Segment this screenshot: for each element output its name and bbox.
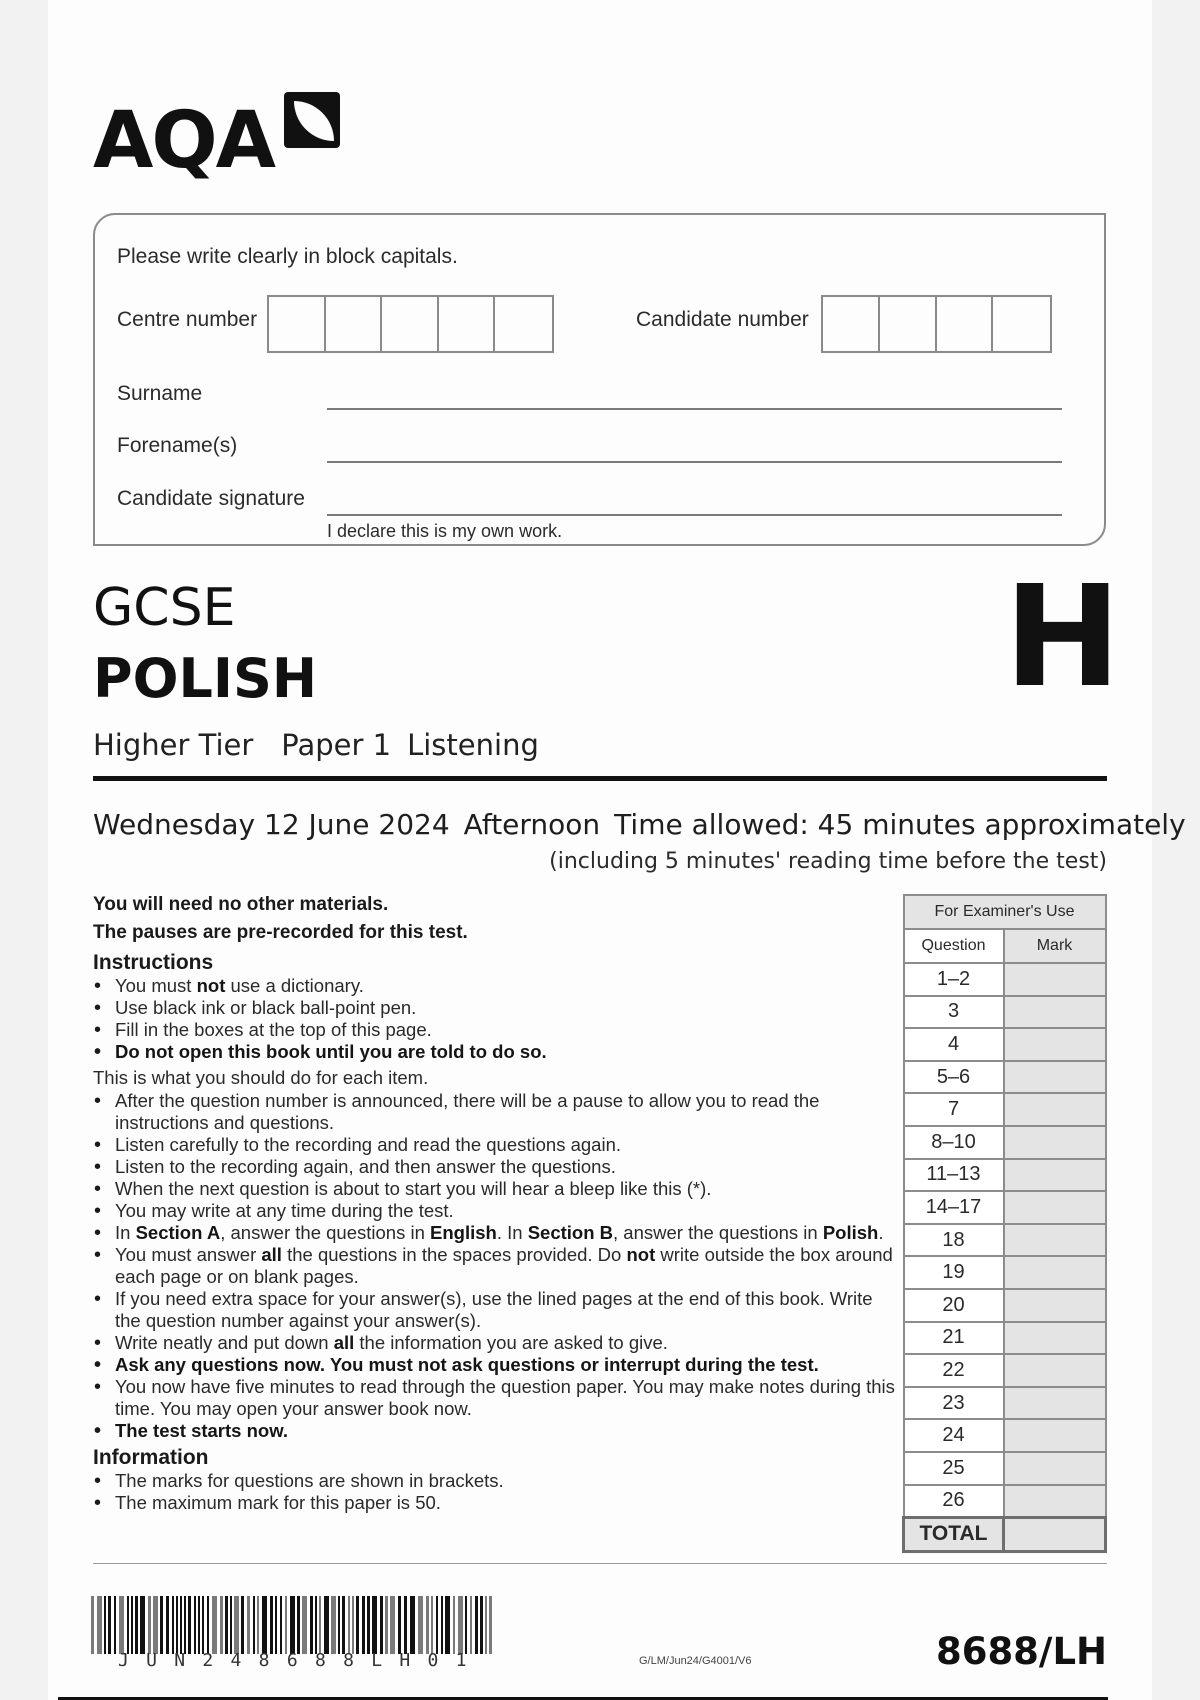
table-row xyxy=(904,996,1106,1029)
mark-cell[interactable] xyxy=(1004,1485,1106,1518)
paper-label: Paper 1 xyxy=(281,728,392,762)
information-heading: Information xyxy=(93,1446,209,1469)
question-cell: 23 xyxy=(904,1387,1004,1420)
question-cell: 19 xyxy=(904,1256,1004,1289)
footer-divider xyxy=(93,1563,1107,1564)
mark-cell[interactable] xyxy=(1004,1191,1106,1224)
question-cell: 3 xyxy=(904,996,1004,1029)
forenames-field[interactable] xyxy=(327,461,1062,463)
instruction-item: • If you need extra space for your answer(s), use the lined pages at the end of this book. Write the question number against your answer(s). xyxy=(93,1288,903,1332)
instructions-panel xyxy=(93,891,903,1514)
mark-cell[interactable] xyxy=(1004,1224,1106,1257)
mark-cell[interactable] xyxy=(1004,1322,1106,1355)
candidate-number-digit[interactable] xyxy=(823,297,880,351)
tier-letter: H xyxy=(1004,556,1122,719)
reference-code: G/LM/Jun24/G4001/V6 xyxy=(639,1655,752,1667)
total-row xyxy=(904,1518,1106,1552)
instruction-item: • When the next question is about to start you will hear a bleep like this (*). xyxy=(93,1178,903,1200)
instruction-item: • Write neatly and put down all the information you are asked to give. xyxy=(93,1332,903,1354)
instruction-item: • In Section A, answer the questions in English. In Section B, answer the questions in Polish. xyxy=(93,1222,903,1244)
table-row xyxy=(904,1256,1106,1289)
paper-code: 8688/LH xyxy=(935,1630,1107,1673)
question-cell: 21 xyxy=(904,1322,1004,1355)
title-divider xyxy=(93,776,1107,781)
mark-cell[interactable] xyxy=(1004,1126,1106,1159)
table-row xyxy=(904,1093,1106,1126)
mark-column-header: Mark xyxy=(1004,929,1106,963)
candidate-number-field[interactable] xyxy=(821,295,1052,353)
mark-cell[interactable] xyxy=(1004,1289,1106,1322)
table-row xyxy=(904,1419,1106,1452)
question-cell: 4 xyxy=(904,1028,1004,1061)
table-row xyxy=(904,1191,1106,1224)
total-label: TOTAL xyxy=(904,1518,1004,1552)
candidate-number-digit[interactable] xyxy=(993,297,1050,351)
pauses-note: The pauses are pre-recorded for this test. xyxy=(93,922,468,943)
signature-field[interactable] xyxy=(327,514,1062,516)
question-cell: 8–10 xyxy=(904,1126,1004,1159)
question-cell: 18 xyxy=(904,1224,1004,1257)
tier-label: Higher Tier xyxy=(93,728,254,762)
mark-cell[interactable] xyxy=(1004,1452,1106,1485)
logo-text: AQA xyxy=(93,96,275,186)
candidate-number-digit[interactable] xyxy=(937,297,994,351)
centre-number-digit[interactable] xyxy=(382,297,439,351)
time-allowed: Time allowed: 45 minutes approximately xyxy=(614,808,1186,841)
instruction-item: • Do not open this book until you are told to do so. xyxy=(93,1041,903,1063)
table-row xyxy=(904,1061,1106,1094)
page-gutter-left xyxy=(0,0,48,1700)
general-instructions-list xyxy=(93,975,903,1063)
centre-number-field[interactable] xyxy=(267,295,554,353)
examiner-table-title: For Examiner's Use xyxy=(904,895,1106,929)
instruction-item: • The test starts now. xyxy=(93,1420,903,1442)
surname-field[interactable] xyxy=(327,408,1062,410)
forenames-label: Forename(s) xyxy=(117,434,238,457)
centre-number-digit[interactable] xyxy=(439,297,496,351)
mark-cell[interactable] xyxy=(1004,1159,1106,1192)
instruction-item: • Listen to the recording again, and then answer the questions. xyxy=(93,1156,903,1178)
exam-schedule xyxy=(93,808,1186,841)
instruction-item: • You may write at any time during the test. xyxy=(93,1200,903,1222)
surname-label: Surname xyxy=(117,382,203,405)
question-cell: 25 xyxy=(904,1452,1004,1485)
mark-cell[interactable] xyxy=(1004,963,1106,996)
materials-note: You will need no other materials. xyxy=(93,894,389,915)
exam-date: Wednesday 12 June 2024 xyxy=(93,808,450,841)
qualification-title: GCSE xyxy=(93,578,236,638)
signature-label: Candidate signature xyxy=(117,487,305,510)
question-cell: 24 xyxy=(904,1419,1004,1452)
barcode xyxy=(91,1596,501,1654)
question-cell: 14–17 xyxy=(904,1191,1004,1224)
instruction-item: • You now have five minutes to read through the question paper. You may make notes during this time. You may open your answer book now. xyxy=(93,1376,903,1420)
total-mark-cell[interactable] xyxy=(1004,1518,1106,1552)
aqa-leaf-icon xyxy=(284,92,340,148)
table-row xyxy=(904,1485,1106,1518)
table-row xyxy=(904,1159,1106,1192)
table-row xyxy=(904,1028,1106,1061)
subject-title: POLISH xyxy=(93,647,318,710)
examiner-use-table xyxy=(902,894,1107,1553)
question-cell: 26 xyxy=(904,1485,1004,1518)
mark-cell[interactable] xyxy=(1004,1354,1106,1387)
question-column-header: Question xyxy=(904,929,1004,963)
table-row xyxy=(904,1126,1106,1159)
mark-cell[interactable] xyxy=(1004,1256,1106,1289)
question-cell: 11–13 xyxy=(904,1159,1004,1192)
table-row xyxy=(904,1322,1106,1355)
item-steps-list xyxy=(93,1090,903,1442)
centre-number-label: Centre number xyxy=(117,308,258,331)
mark-cell[interactable] xyxy=(1004,996,1106,1029)
barcode-text: JUN248688LH01 xyxy=(118,1650,484,1671)
candidate-details-box xyxy=(93,213,1106,546)
instruction-item: • You must not use a dictionary. xyxy=(93,975,903,997)
time-allowed-note: (including 5 minutes' reading time before the test) xyxy=(549,849,1107,874)
mark-cell[interactable] xyxy=(1004,1387,1106,1420)
declaration-text: I declare this is my own work. xyxy=(327,521,563,541)
block-capitals-instruction: Please write clearly in block capitals. xyxy=(117,245,458,268)
information-item: • The maximum mark for this paper is 50. xyxy=(93,1492,903,1514)
table-row xyxy=(904,963,1106,996)
instruction-item: • Fill in the boxes at the top of this page. xyxy=(93,1019,903,1041)
paper-description xyxy=(93,728,539,762)
information-list xyxy=(93,1470,903,1514)
page-gutter-right xyxy=(1152,0,1200,1700)
question-cell: 7 xyxy=(904,1093,1004,1126)
candidate-number-digit[interactable] xyxy=(880,297,937,351)
instruction-item: • You must answer all the questions in the spaces provided. Do not write outside the box around each page or on blank pages. xyxy=(93,1244,903,1288)
instructions-heading: Instructions xyxy=(93,951,214,974)
table-row xyxy=(904,1354,1106,1387)
mark-cell[interactable] xyxy=(1004,1028,1106,1061)
question-cell: 22 xyxy=(904,1354,1004,1387)
table-row xyxy=(904,1224,1106,1257)
table-row xyxy=(904,1387,1106,1420)
aqa-logo xyxy=(93,92,353,184)
centre-number-digit[interactable] xyxy=(495,297,552,351)
instruction-item: • Listen carefully to the recording and read the questions again. xyxy=(93,1134,903,1156)
mark-cell[interactable] xyxy=(1004,1419,1106,1452)
mark-cell[interactable] xyxy=(1004,1093,1106,1126)
question-cell: 1–2 xyxy=(904,963,1004,996)
mark-cell[interactable] xyxy=(1004,1061,1106,1094)
component-label: Listening xyxy=(407,728,539,762)
table-row xyxy=(904,1289,1106,1322)
question-cell: 5–6 xyxy=(904,1061,1004,1094)
instruction-item: • Use black ink or black ball-point pen. xyxy=(93,997,903,1019)
exam-session: Afternoon xyxy=(463,808,601,841)
question-cell: 20 xyxy=(904,1289,1004,1322)
instruction-item: • After the question number is announced, there will be a pause to allow you to read the instructions and questions. xyxy=(93,1090,903,1134)
information-item: • The marks for questions are shown in brackets. xyxy=(93,1470,903,1492)
table-row xyxy=(904,1452,1106,1485)
centre-number-digit[interactable] xyxy=(326,297,383,351)
instruction-item: • Ask any questions now. You must not ask questions or interrupt during the test. xyxy=(93,1354,903,1376)
candidate-number-label: Candidate number xyxy=(636,308,809,331)
item-intro: This is what you should do for each item. xyxy=(93,1067,429,1088)
centre-number-digit[interactable] xyxy=(269,297,326,351)
